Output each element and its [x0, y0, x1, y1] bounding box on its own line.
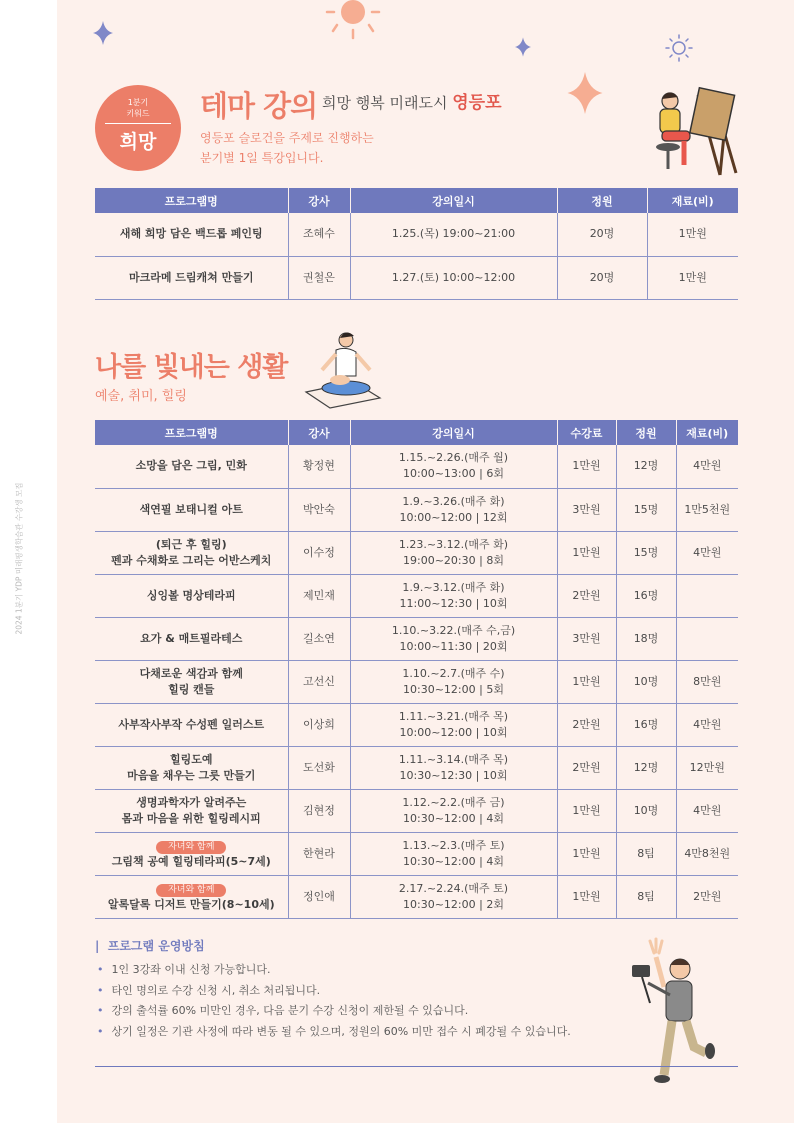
program-line1: 그림책 공예 힐링테라피(5~7세): [111, 854, 271, 868]
section1-description: 영등포 슬로건을 주제로 진행하는 분기별 1일 특강입니다.: [200, 131, 374, 165]
tuition-fee: 3만원: [557, 488, 616, 531]
program-line2: 몸과 마음을 위한 힐링레시피: [121, 811, 261, 825]
column-header: 재료(비): [647, 188, 738, 213]
sun-outline-icon: [664, 33, 694, 63]
table-row: [95, 703, 738, 746]
program-name: [95, 488, 288, 531]
yoga-illustration: [300, 326, 384, 410]
capacity: 10명: [616, 660, 676, 703]
sparkle-icon: [515, 37, 531, 57]
program-name: [95, 574, 288, 617]
schedule-time: 10:30~12:00 | 4회: [403, 811, 504, 825]
table-row: [95, 832, 738, 875]
instructor: 한현라: [288, 832, 350, 875]
material-fee: 4만8천원: [676, 832, 738, 875]
material-fee: 4만원: [676, 703, 738, 746]
schedule-date: 1.11.~3.21.(매주 목): [398, 709, 509, 723]
table-row: [95, 213, 738, 256]
instructor: 황정현: [288, 445, 350, 488]
column-header: 프로그램명: [95, 420, 288, 445]
capacity: 15명: [616, 531, 676, 574]
schedule: [350, 660, 557, 703]
schedule: [350, 875, 557, 918]
column-header: 정원: [557, 188, 647, 213]
program-name: [95, 789, 288, 832]
policy-item: • 상기 일정은 기관 사정에 따라 변동 될 수 있으며, 정원의 60% 미만 접수 시 폐강될 수 있습니다.: [97, 1022, 571, 1043]
slogan-city: 영등포: [452, 93, 502, 113]
badge-line2: 키워드: [126, 109, 150, 118]
with-child-tag: 자녀와 함께: [156, 841, 226, 854]
material-fee: [676, 617, 738, 660]
table-row: [95, 256, 738, 299]
tuition-fee: 3만원: [557, 617, 616, 660]
material-fee: 2만원: [676, 875, 738, 918]
column-header: 강사: [288, 420, 350, 445]
sparkle-icon: [567, 72, 603, 114]
capacity: 8팀: [616, 875, 676, 918]
table-row: [95, 875, 738, 918]
schedule-time: 10:30~12:30 | 10회: [399, 768, 508, 782]
keyword-badge: [95, 85, 181, 171]
sparkle-icon: [93, 21, 113, 45]
program-name: 마크라메 드림캐쳐 만들기: [95, 256, 288, 299]
capacity: 16명: [616, 703, 676, 746]
instructor: 조혜수: [288, 213, 350, 256]
capacity: 10명: [616, 789, 676, 832]
table-row: [95, 445, 738, 488]
schedule: [350, 746, 557, 789]
program-name: [95, 832, 288, 875]
schedule: [350, 703, 557, 746]
schedule-date: 1.11.~3.14.(매주 목): [398, 752, 509, 766]
vlogger-illustration: [628, 935, 720, 1087]
with-child-tag: 자녀와 함께: [156, 884, 226, 897]
sun-icon: [322, 0, 384, 42]
tuition-fee: 1만원: [557, 531, 616, 574]
schedule-date: 1.15.~2.26.(매주 월): [398, 451, 509, 465]
capacity: 15명: [616, 488, 676, 531]
instructor: 도선화: [288, 746, 350, 789]
program-line1: 사부작사부작 수성펜 일러스트: [118, 717, 265, 731]
badge-line1: 1분기: [127, 98, 149, 107]
policy-list: [97, 960, 571, 1042]
section2-subtitle: 예술, 취미, 힐링: [95, 389, 187, 404]
program-name: [95, 746, 288, 789]
program-line1: (퇴근 후 힐링): [155, 537, 227, 551]
schedule-time: 10:00~11:30 | 20회: [399, 639, 508, 653]
program-table: [95, 420, 738, 919]
section2-title: 나를 빛내는 생활: [95, 352, 288, 383]
capacity: 18명: [616, 617, 676, 660]
badge-keyword: 희망: [119, 131, 157, 153]
program-line1: 싱잉볼 명상테라피: [146, 588, 236, 602]
table-row: [95, 574, 738, 617]
policy-item: • 강의 출석률 60% 미만인 경우, 다음 분기 수강 신청이 제한될 수 있습니다.: [97, 1001, 571, 1022]
material-fee: 1만5천원: [676, 488, 738, 531]
material-fee: 1만원: [647, 256, 738, 299]
table-row: [95, 488, 738, 531]
instructor: 제민재: [288, 574, 350, 617]
material-fee: 4만원: [676, 789, 738, 832]
capacity: 20명: [557, 213, 647, 256]
schedule-time: 19:00~20:30 | 8회: [403, 553, 504, 567]
painter-illustration: [648, 85, 740, 177]
program-line1: 다채로운 색감과 함께: [139, 666, 243, 680]
instructor: 김현정: [288, 789, 350, 832]
tuition-fee: 1만원: [557, 660, 616, 703]
table-header-row: [95, 188, 738, 213]
instructor: 이수정: [288, 531, 350, 574]
schedule-date: 1.10.~2.7.(매주 수): [402, 666, 505, 680]
policy-title: | 프로그램 운영방침: [95, 939, 205, 953]
schedule-time: 10:00~12:00 | 12회: [399, 510, 508, 524]
material-fee: 4만원: [676, 531, 738, 574]
schedule: [350, 531, 557, 574]
capacity: 12명: [616, 746, 676, 789]
program-line1: 생명과학자가 알려주는: [136, 795, 247, 809]
program-line2: 힐링 캔들: [168, 682, 215, 696]
program-name: [95, 660, 288, 703]
schedule: [350, 832, 557, 875]
program-line1: 힐링도예: [169, 752, 213, 766]
schedule-date: 1.10.~3.22.(매주 수,금): [391, 623, 516, 637]
capacity: 8팀: [616, 832, 676, 875]
program-name: [95, 445, 288, 488]
schedule-date: 1.23.~3.12.(매주 화): [398, 537, 509, 551]
program-name: [95, 617, 288, 660]
tuition-fee: 1만원: [557, 832, 616, 875]
table-row: [95, 746, 738, 789]
program-name: [95, 875, 288, 918]
tuition-fee: 1만원: [557, 789, 616, 832]
program-name: [95, 703, 288, 746]
schedule-date: 1.9.~3.12.(매주 화): [402, 580, 505, 594]
program-line1: 소망을 담은 그림, 민화: [135, 459, 247, 473]
table-header-row: [95, 420, 738, 445]
policy-item: • 1인 3강좌 이내 신청 가능합니다.: [97, 960, 571, 981]
capacity: 12명: [616, 445, 676, 488]
material-fee: 1만원: [647, 213, 738, 256]
material-fee: 12만원: [676, 746, 738, 789]
tuition-fee: 2만원: [557, 703, 616, 746]
instructor: 길소연: [288, 617, 350, 660]
program-line1: 색연필 보태니컬 아트: [139, 502, 243, 516]
capacity: 20명: [557, 256, 647, 299]
instructor: 고선신: [288, 660, 350, 703]
schedule-time: 10:30~12:00 | 5회: [403, 682, 504, 696]
schedule-date: 1.9.~3.26.(매주 화): [402, 494, 505, 508]
instructor: 이상희: [288, 703, 350, 746]
program-line1: 알록달록 디저트 만들기(8~10세): [107, 897, 275, 911]
tuition-fee: 1만원: [557, 445, 616, 488]
column-header: 프로그램명: [95, 188, 288, 213]
table-row: [95, 531, 738, 574]
instructor: 권철은: [288, 256, 350, 299]
schedule-time: 11:00~12:30 | 10회: [399, 596, 508, 610]
column-header: 재료(비): [676, 420, 738, 445]
tuition-fee: 1만원: [557, 875, 616, 918]
table-row: [95, 789, 738, 832]
capacity: 16명: [616, 574, 676, 617]
schedule-date: 2.17.~2.24.(매주 토): [398, 881, 509, 895]
theme-lecture-table: [95, 188, 738, 300]
schedule: [350, 488, 557, 531]
tuition-fee: 2만원: [557, 574, 616, 617]
schedule: [350, 789, 557, 832]
program-line2: 펜과 수채화로 그리는 어반스케치: [111, 553, 272, 567]
program-name: [95, 531, 288, 574]
program-name: 새해 희망 담은 백드롭 페인팅: [95, 213, 288, 256]
instructor: 정인애: [288, 875, 350, 918]
material-fee: 8만원: [676, 660, 738, 703]
schedule: [350, 445, 557, 488]
program-line1: 요가 & 매트필라테스: [140, 631, 243, 645]
schedule-date: 1.12.~2.2.(매주 금): [402, 795, 505, 809]
tuition-fee: 2만원: [557, 746, 616, 789]
side-caption: 2024 1분기 YDP 미래평생학습관 수강생 모집: [14, 482, 24, 635]
section1-title: 테마 강의: [200, 89, 318, 123]
schedule-time: 10:00~13:00 | 6회: [403, 467, 504, 481]
instructor: 박안숙: [288, 488, 350, 531]
schedule-date: 1.13.~2.3.(매주 토): [402, 838, 505, 852]
schedule: [350, 574, 557, 617]
column-header: 정원: [616, 420, 676, 445]
schedule: 1.27.(토) 10:00~12:00: [350, 256, 557, 299]
program-line2: 마음을 채우는 그릇 만들기: [127, 768, 256, 782]
schedule-time: 10:00~12:00 | 10회: [399, 725, 508, 739]
material-fee: 4만원: [676, 445, 738, 488]
column-header: 강의일시: [350, 420, 557, 445]
column-header: 강사: [288, 188, 350, 213]
schedule-time: 10:30~12:00 | 2회: [403, 897, 504, 911]
table-row: [95, 617, 738, 660]
policy-item: • 타인 명의로 수강 신청 시, 취소 처리됩니다.: [97, 981, 571, 1002]
table-row: [95, 660, 738, 703]
schedule: 1.25.(목) 19:00~21:00: [350, 213, 557, 256]
column-header: 강의일시: [350, 188, 557, 213]
column-header: 수강료: [557, 420, 616, 445]
schedule: [350, 617, 557, 660]
bottom-divider: [95, 1066, 738, 1067]
schedule-time: 10:30~12:00 | 4회: [403, 854, 504, 868]
material-fee: [676, 574, 738, 617]
city-slogan: 희망 행복 미래도시 영등포: [322, 93, 502, 113]
